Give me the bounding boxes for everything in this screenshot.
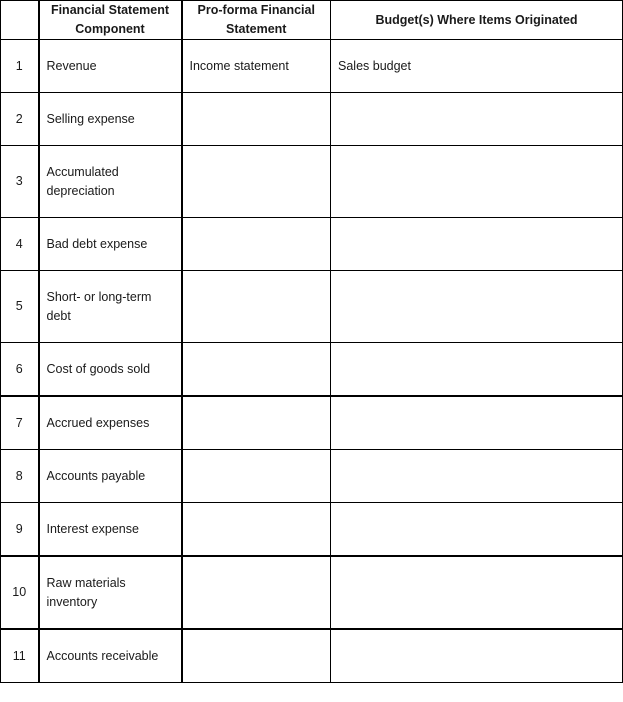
- component-cell: Selling expense: [39, 93, 182, 146]
- statement-column-header: Pro-forma Financial Statement: [182, 1, 331, 40]
- statement-cell[interactable]: Income statement: [182, 40, 331, 93]
- table-row: [1, 271, 623, 343]
- table-row: [1, 343, 623, 397]
- statement-cell[interactable]: [182, 93, 331, 146]
- budget-cell[interactable]: [331, 343, 623, 397]
- statement-cell[interactable]: [182, 503, 331, 557]
- statement-cell[interactable]: [182, 629, 331, 683]
- budget-cell[interactable]: [331, 556, 623, 629]
- budget-cell[interactable]: [331, 629, 623, 683]
- budget-cell[interactable]: [331, 93, 623, 146]
- table-row: [1, 40, 623, 93]
- number-column-header: [1, 1, 39, 40]
- component-cell: Interest expense: [39, 503, 182, 557]
- row-number: 1: [1, 40, 39, 93]
- statement-cell[interactable]: [182, 271, 331, 343]
- table-row: [1, 146, 623, 218]
- budget-cell[interactable]: Sales budget: [331, 40, 623, 93]
- component-column-header: Financial Statement Component: [39, 1, 182, 40]
- component-cell: Cost of goods sold: [39, 343, 182, 397]
- component-cell: Accounts receivable: [39, 629, 182, 683]
- statement-cell[interactable]: [182, 396, 331, 450]
- budget-cell[interactable]: [331, 146, 623, 218]
- statement-cell[interactable]: [182, 556, 331, 629]
- component-cell: Accounts payable: [39, 450, 182, 503]
- row-number: 2: [1, 93, 39, 146]
- header-row: [1, 1, 623, 40]
- statement-cell[interactable]: [182, 343, 331, 397]
- statement-cell[interactable]: [182, 218, 331, 271]
- row-number: 7: [1, 396, 39, 450]
- table-row: [1, 396, 623, 450]
- row-number: 5: [1, 271, 39, 343]
- budget-cell[interactable]: [331, 271, 623, 343]
- row-number: 3: [1, 146, 39, 218]
- statement-cell[interactable]: [182, 146, 331, 218]
- row-number: 9: [1, 503, 39, 557]
- row-number: 10: [1, 556, 39, 629]
- table-row: [1, 629, 623, 683]
- table-row: [1, 450, 623, 503]
- row-number: 8: [1, 450, 39, 503]
- component-cell: Short- or long-term debt: [39, 271, 182, 343]
- component-cell: Raw materials inventory: [39, 556, 182, 629]
- budget-cell[interactable]: [331, 396, 623, 450]
- component-cell: Bad debt expense: [39, 218, 182, 271]
- table-row: [1, 556, 623, 629]
- budget-cell[interactable]: [331, 218, 623, 271]
- table-row: [1, 218, 623, 271]
- component-cell: Accrued expenses: [39, 396, 182, 450]
- table-row: [1, 93, 623, 146]
- row-number: 6: [1, 343, 39, 397]
- component-cell: Accumulated depreciation: [39, 146, 182, 218]
- budget-cell[interactable]: [331, 503, 623, 557]
- row-number: 4: [1, 218, 39, 271]
- budget-cell[interactable]: [331, 450, 623, 503]
- table-row: [1, 503, 623, 557]
- row-number: 11: [1, 629, 39, 683]
- component-cell: Revenue: [39, 40, 182, 93]
- statement-cell[interactable]: [182, 450, 331, 503]
- budget-column-header: Budget(s) Where Items Originated: [331, 1, 623, 40]
